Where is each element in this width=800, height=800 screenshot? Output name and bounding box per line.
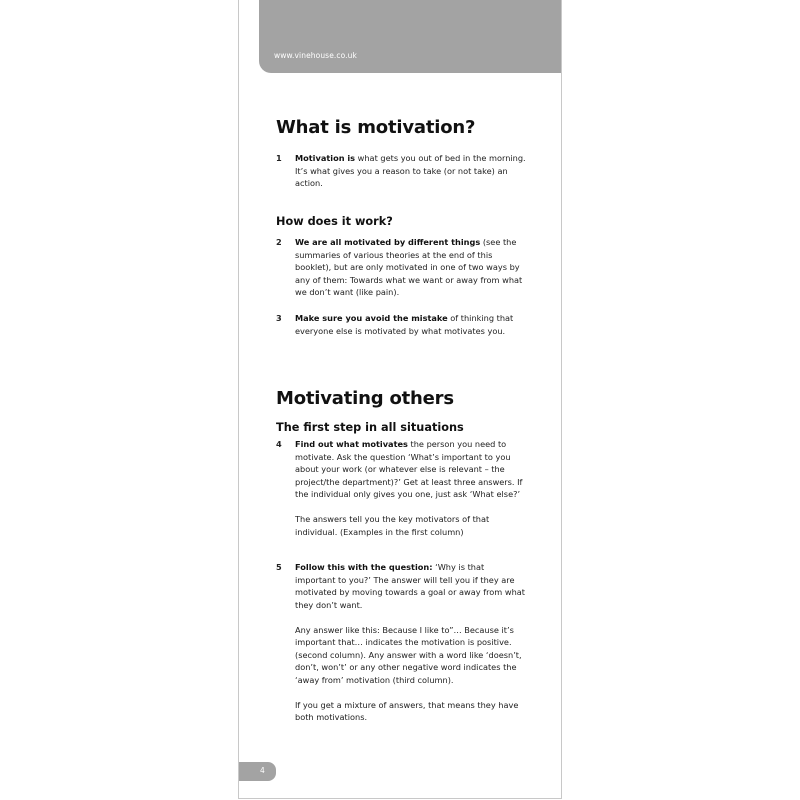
website-url: www.vinehouse.co.uk — [274, 51, 357, 60]
item-lead: Make sure you avoid the mistake — [295, 313, 448, 323]
page-number: 4 — [260, 766, 265, 775]
item-text: ‘Why is that important to you?’ The answer will tell you if they are motivated by moving towards a goal or away from what they don’t want. — [295, 562, 525, 610]
item-text: the person you need to motivate. Ask the question ‘What’s important to you about your work (or whatever else is relevant – the project/the department)?’ Get at least three answers. If the individual only gives you one, just ask ‘What else?’ — [295, 439, 523, 499]
item-lead: Follow this with the question: — [295, 562, 433, 572]
item-text: what gets you out of bed in the morning. It’s what gives you a reason to take (or not take) an action. — [295, 153, 526, 188]
item-number: 4 — [276, 439, 282, 449]
item-number: 1 — [276, 153, 282, 163]
section-title-what-is-motivation: What is motivation? — [276, 117, 476, 138]
item-paragraph: Any answer like this: Because I like to”… Because it’s important that… indicates the motivation is positive. (second column). Any answer with a word like ‘doesn’t, don’t, won’t’ or any other negative word indicates the ‘away from’ motivation (third column). — [295, 624, 522, 685]
item-number: 2 — [276, 237, 282, 247]
list-item-3 — [276, 312, 526, 337]
item-lead: Motivation is — [295, 153, 356, 163]
subheading-first-step: The first step in all situations — [276, 421, 464, 434]
item-number: 5 — [276, 562, 282, 572]
list-item-5 — [276, 561, 526, 724]
item-lead: We are all motivated by different things — [295, 237, 481, 247]
page-number-tab — [239, 762, 276, 781]
item-paragraph: The answers tell you the key motivators of that individual. (Examples in the first column) — [295, 514, 490, 537]
list-item-4 — [276, 438, 526, 538]
item-lead: Find out what motivates — [295, 439, 408, 449]
subheading-how-does-it-work: How does it work? — [276, 215, 393, 228]
item-text: (see the summaries of various theories at the end of this booklet), but are only motivated in one of two ways by any of them: Towards what we want or away from what we don’t want (like pain). — [295, 237, 523, 297]
section-title-motivating-others: Motivating others — [276, 388, 454, 409]
item-paragraph: If you get a mixture of answers, that means they have both motivations. — [295, 699, 519, 722]
item-text: of thinking that everyone else is motivated by what motivates you. — [295, 313, 514, 336]
booklet-page — [238, 0, 562, 799]
list-item-1 — [276, 152, 526, 190]
item-number: 3 — [276, 313, 282, 323]
header-band — [259, 0, 561, 73]
list-item-2 — [276, 236, 526, 299]
